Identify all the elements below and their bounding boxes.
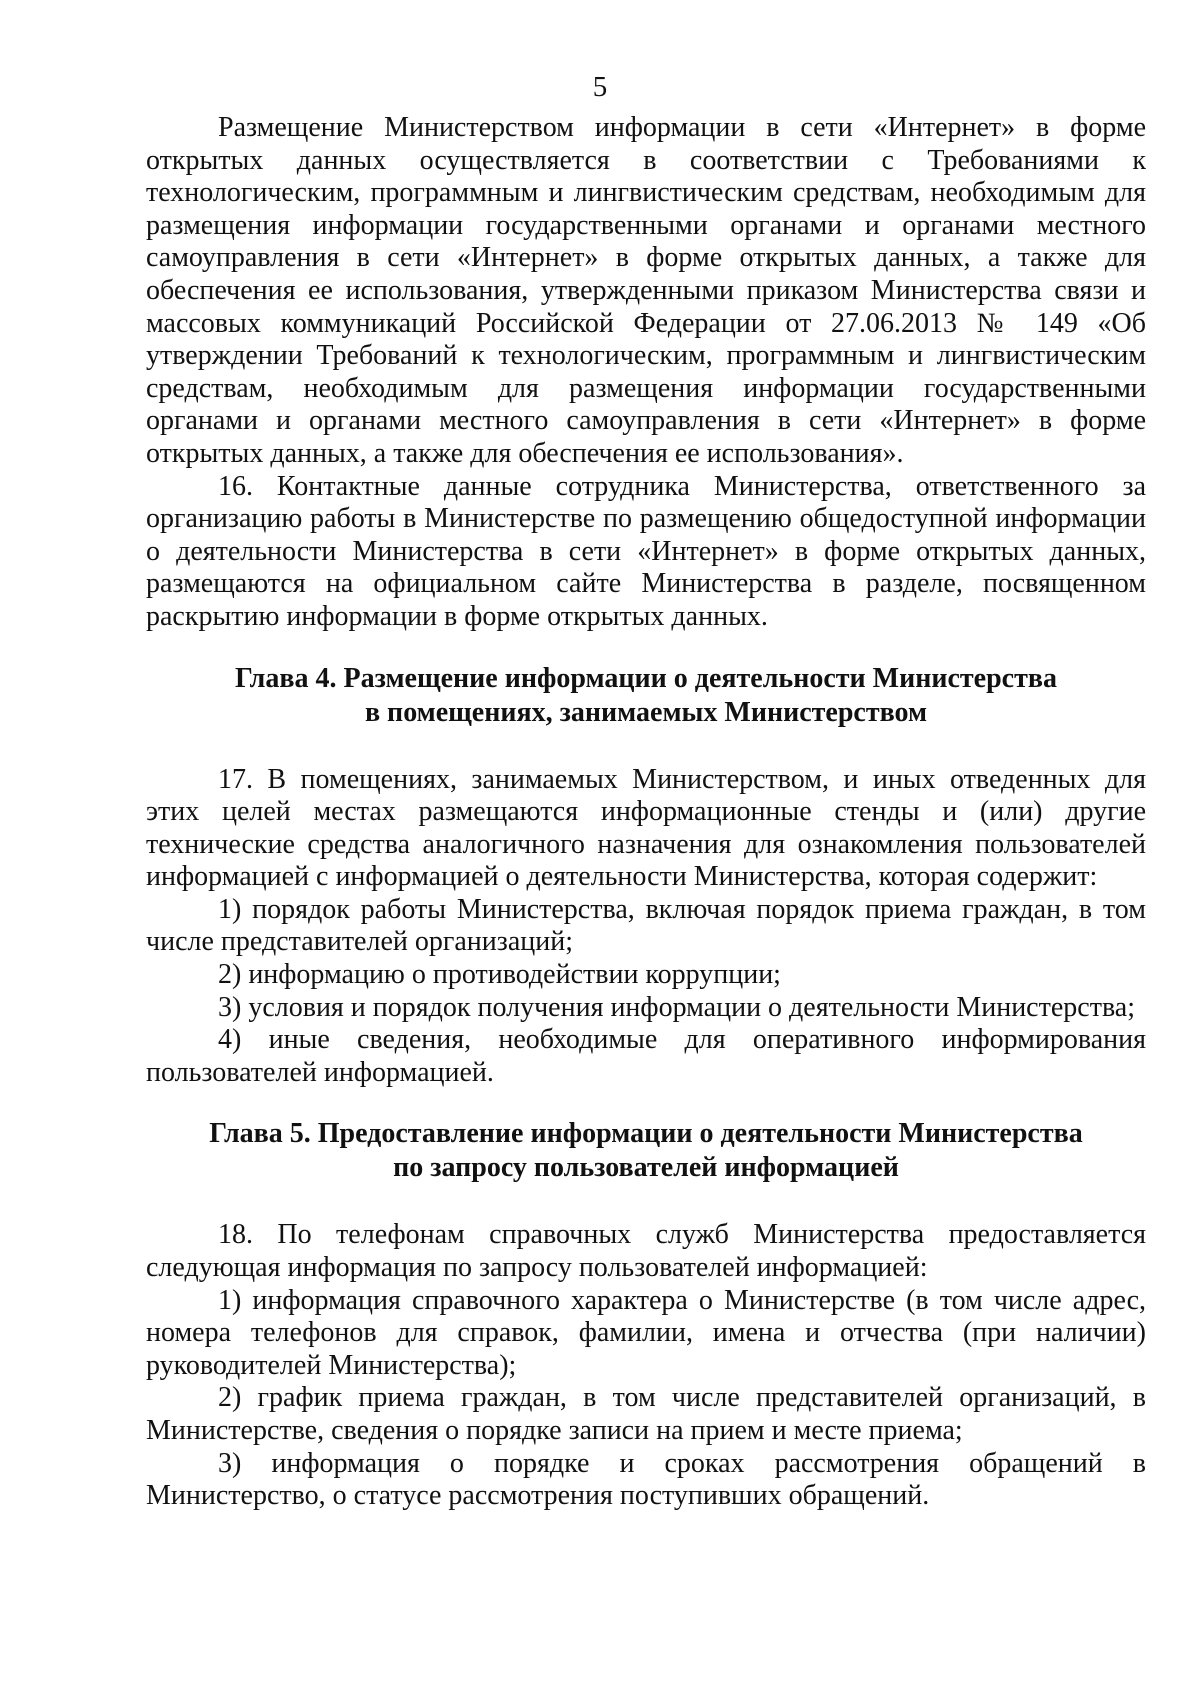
list-item-17-4: 4) иные сведения, необходимые для оперативного информирования пользователей информацией.	[146, 1024, 1146, 1088]
list-item-17-1: 1) порядок работы Министерства, включая порядок приема граждан, в том числе представителей организаций;	[146, 893, 1146, 958]
list-item-17-2: 2) информацию о противодействии коррупции;	[218, 959, 781, 991]
chapter-5-heading	[146, 1117, 1146, 1185]
chapter-5-heading-line-1: Глава 5. Предоставление информации о деятельности Министерства	[209, 1118, 1083, 1150]
list-item-18-2: 2) график приема граждан, в том числе представителей организаций, в Министерстве, сведения о порядке записи на прием и месте приема;	[146, 1382, 1146, 1446]
paragraph-open-data-requirements: Размещение Министерством информации в сети «Интернет» в форме открытых данных осуществляется в соответствии с Требованиями к технологическим, программным и лингвистическим средствам, необходимым для размещения информации государственными органами и органами местного самоуправления в сети «Интернет» в форме открытых данных, а также для обеспечения ее использования, утвержденными приказом Министерства связи и массовых коммуникаций Российской Федерации от 27.06.2013 № 149 «Об утверждении Требований к технологическим, программным и лингвистическим средствам, необходимым для размещения информации государственными органами и органами местного самоуправления в сети «Интернет» в форме открытых данных, а также для обеспечения ее использования».	[146, 112, 1146, 469]
document-body	[146, 112, 1146, 1513]
page-number: 5	[592, 71, 608, 103]
chapter-4-heading-line-1: Глава 4. Размещение информации о деятельности Министерства	[235, 662, 1057, 694]
chapter-5-heading-line-2: по запросу пользователей информацией	[393, 1152, 899, 1184]
paragraph-18: 18. По телефонам справочных служб Министерства предоставляется следующая информация по запросу пользователей информацией:	[146, 1219, 1146, 1284]
list-item-18-3: 3) информация о порядке и сроках рассмотрения обращений в Министерство, о статусе рассмотрения поступивших обращений.	[146, 1447, 1146, 1512]
list-item-18-1: 1) информация справочного характера о Министерстве (в том числе адрес, номера телефонов для справок, фамилии, имена и отчества (при наличии) руководителей Министерства);	[146, 1284, 1146, 1381]
chapter-4-heading	[146, 662, 1146, 730]
list-item-17-3: 3) условия и порядок получения информации о деятельности Министерства;	[218, 991, 1135, 1023]
chapter-4-heading-line-2: в помещениях, занимаемых Министерством	[364, 696, 928, 728]
paragraph-16: 16. Контактные данные сотрудника Министерства, ответственного за организацию работы в Министерстве по размещению общедоступной информации о деятельности Министерства в сети «Интернет» в форме открытых данных, размещаются на официальном сайте Министерства в разделе, посвященном раскрытию информации в форме открытых данных.	[146, 470, 1146, 632]
paragraph-17: 17. В помещениях, занимаемых Министерством, и иных отведенных для этих целей местах размещаются информационные стенды и (или) другие технические средства аналогичного назначения для ознакомления пользователей информацией с информацией о деятельности Министерства, которая содержит:	[146, 763, 1146, 893]
